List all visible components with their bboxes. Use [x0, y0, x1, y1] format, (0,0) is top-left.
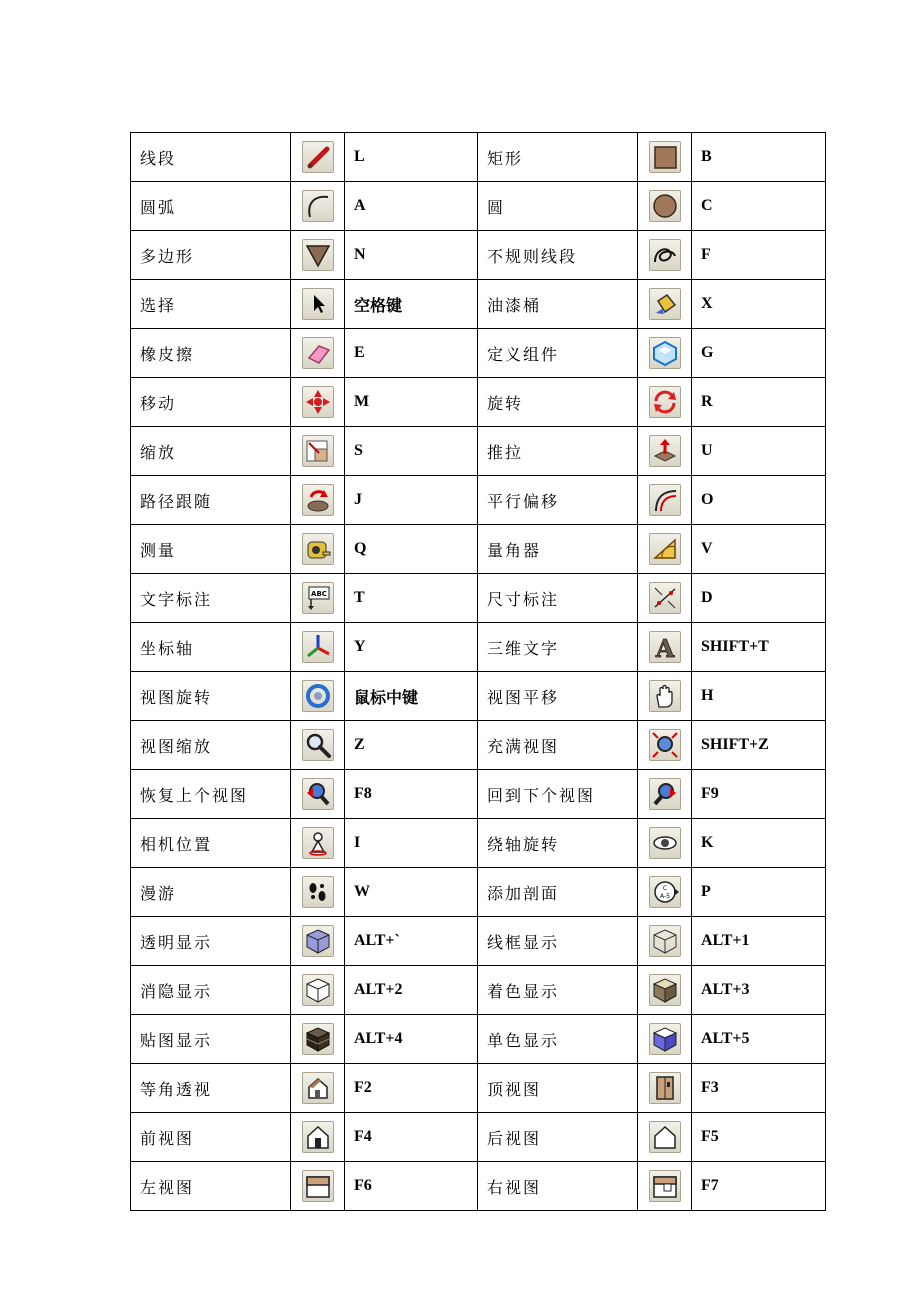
tool-name: 贴图显示 [131, 1015, 291, 1064]
shortcut-key: F3 [692, 1064, 826, 1113]
shortcut-key: F9 [692, 770, 826, 819]
shortcut-key: B [692, 133, 826, 182]
tool-icon-cell [638, 917, 692, 966]
table-row [131, 623, 826, 672]
tool-name: 线框显示 [478, 917, 638, 966]
tool-name: 等角透视 [131, 1064, 291, 1113]
tool-icon-cell [638, 280, 692, 329]
tool-icon-cell [638, 1162, 692, 1211]
tool-name: 圆 [478, 182, 638, 231]
tool-name: 油漆桶 [478, 280, 638, 329]
shortcut-key: ALT+2 [345, 966, 478, 1015]
tool-name: 恢复上个视图 [131, 770, 291, 819]
shortcut-key: A [345, 182, 478, 231]
tool-name: 视图旋转 [131, 672, 291, 721]
shortcut-key: SHIFT+Z [692, 721, 826, 770]
table-row [131, 819, 826, 868]
tool-name: 推拉 [478, 427, 638, 476]
tool-icon-cell [291, 770, 345, 819]
tool-name: 添加剖面 [478, 868, 638, 917]
table-row [131, 1113, 826, 1162]
shortcut-key: L [345, 133, 478, 182]
shortcut-key: F2 [345, 1064, 478, 1113]
tool-icon-cell [291, 1113, 345, 1162]
tool-icon-cell [291, 378, 345, 427]
tool-icon-cell [638, 427, 692, 476]
tool-icon-cell [638, 525, 692, 574]
iso-view-icon [302, 1072, 334, 1104]
orbit-icon [302, 680, 334, 712]
tool-name: 尺寸标注 [478, 574, 638, 623]
table-row [131, 770, 826, 819]
back-view-icon [649, 1121, 681, 1153]
shortcut-key: ALT+` [345, 917, 478, 966]
tape-measure-icon [302, 533, 334, 565]
table-row [131, 231, 826, 280]
front-view-icon [302, 1121, 334, 1153]
tool-icon-cell [291, 525, 345, 574]
table-row [131, 1162, 826, 1211]
shortcut-key: J [345, 476, 478, 525]
table-row [131, 1064, 826, 1113]
tool-name: 视图平移 [478, 672, 638, 721]
scale-icon [302, 435, 334, 467]
zoom-extents-icon [649, 729, 681, 761]
shortcut-key: E [345, 329, 478, 378]
tool-icon-cell [291, 819, 345, 868]
tool-icon-cell [638, 329, 692, 378]
table-row [131, 672, 826, 721]
tool-icon-cell [638, 476, 692, 525]
offset-icon [649, 484, 681, 516]
tool-icon-cell [291, 476, 345, 525]
tool-name: 测量 [131, 525, 291, 574]
shortcut-key: F6 [345, 1162, 478, 1211]
tool-name: 缩放 [131, 427, 291, 476]
shortcut-key: D [692, 574, 826, 623]
tool-icon-cell [638, 1113, 692, 1162]
shortcut-key: Q [345, 525, 478, 574]
shortcut-key: S [345, 427, 478, 476]
pencil-icon [302, 141, 334, 173]
shortcut-key: C [692, 182, 826, 231]
svg-text:ABC: ABC [310, 590, 327, 598]
tool-icon-cell [638, 721, 692, 770]
shortcut-key: 鼠标中键 [345, 672, 478, 721]
shortcut-key: SHIFT+T [692, 623, 826, 672]
shortcut-key: K [692, 819, 826, 868]
tool-icon-cell [291, 1064, 345, 1113]
tool-icon-cell [638, 770, 692, 819]
tool-name: 单色显示 [478, 1015, 638, 1064]
shortcut-key: ALT+5 [692, 1015, 826, 1064]
shortcut-key: T [345, 574, 478, 623]
tool-icon-cell [291, 231, 345, 280]
shortcut-key: F5 [692, 1113, 826, 1162]
dimension-icon [649, 582, 681, 614]
select-arrow-icon [302, 288, 334, 320]
tool-name: 量角器 [478, 525, 638, 574]
tool-name: 三维文字 [478, 623, 638, 672]
follow-me-icon [302, 484, 334, 516]
freehand-icon [649, 239, 681, 271]
tool-icon-cell [638, 378, 692, 427]
tool-icon-cell [291, 280, 345, 329]
tool-icon-cell [291, 133, 345, 182]
shortcut-key: U [692, 427, 826, 476]
position-camera-icon [302, 827, 334, 859]
tool-name: 路径跟随 [131, 476, 291, 525]
shortcut-key: 空格键 [345, 280, 478, 329]
monochrome-cube-icon [649, 1023, 681, 1055]
protractor-icon [649, 533, 681, 565]
shortcut-key: F4 [345, 1113, 478, 1162]
tool-name: 后视图 [478, 1113, 638, 1162]
shaded-cube-icon [649, 974, 681, 1006]
shortcut-key: V [692, 525, 826, 574]
hidden-line-cube-icon [302, 974, 334, 1006]
tool-name: 漫游 [131, 868, 291, 917]
svg-text:A: A [655, 634, 674, 662]
tool-icon-cell [638, 1015, 692, 1064]
tool-name: 顶视图 [478, 1064, 638, 1113]
rotate-icon [649, 386, 681, 418]
tool-name: 多边形 [131, 231, 291, 280]
move-icon [302, 386, 334, 418]
tool-name: 着色显示 [478, 966, 638, 1015]
circle-icon [649, 190, 681, 222]
tool-icon-cell [291, 721, 345, 770]
left-view-icon [302, 1170, 334, 1202]
shortcut-key: M [345, 378, 478, 427]
tool-icon-cell [638, 231, 692, 280]
component-icon [649, 337, 681, 369]
walk-footprints-icon [302, 876, 334, 908]
tool-icon-cell [291, 329, 345, 378]
svg-text:A-5: A-5 [659, 893, 670, 900]
shortcut-key: O [692, 476, 826, 525]
table-row [131, 427, 826, 476]
tool-icon-cell [638, 574, 692, 623]
tool-name: 选择 [131, 280, 291, 329]
table-row [131, 525, 826, 574]
table-row [131, 1015, 826, 1064]
tool-icon-cell [291, 427, 345, 476]
tool-icon-cell [638, 868, 692, 917]
tool-name: 矩形 [478, 133, 638, 182]
tool-name: 绕轴旋转 [478, 819, 638, 868]
wireframe-cube-icon [649, 925, 681, 957]
tool-icon-cell [291, 574, 345, 623]
top-view-icon [649, 1072, 681, 1104]
shortcut-key: F8 [345, 770, 478, 819]
look-around-icon [649, 827, 681, 859]
tool-name: 定义组件 [478, 329, 638, 378]
shortcut-key: ALT+4 [345, 1015, 478, 1064]
next-view-icon [649, 778, 681, 810]
shortcut-key: W [345, 868, 478, 917]
text-label-icon [302, 582, 334, 614]
tool-icon-cell [291, 1162, 345, 1211]
table-row [131, 721, 826, 770]
tool-icon-cell [638, 819, 692, 868]
table-row [131, 574, 826, 623]
tool-icon-cell [291, 917, 345, 966]
table-row [131, 280, 826, 329]
zoom-icon [302, 729, 334, 761]
tool-name: 移动 [131, 378, 291, 427]
table-row [131, 329, 826, 378]
tool-name: 坐标轴 [131, 623, 291, 672]
table-row [131, 917, 826, 966]
shortcut-key: I [345, 819, 478, 868]
shortcut-key: Z [345, 721, 478, 770]
tool-name: 左视图 [131, 1162, 291, 1211]
shortcut-key: R [692, 378, 826, 427]
tool-icon-cell [291, 868, 345, 917]
right-view-icon [649, 1170, 681, 1202]
tool-icon-cell [638, 182, 692, 231]
tool-icon-cell [638, 672, 692, 721]
shortcut-key: H [692, 672, 826, 721]
svg-text:C: C [662, 885, 667, 892]
tool-name: 不规则线段 [478, 231, 638, 280]
shortcut-key: G [692, 329, 826, 378]
tool-icon-cell [291, 182, 345, 231]
shortcut-key: Y [345, 623, 478, 672]
shortcut-key: ALT+1 [692, 917, 826, 966]
tool-name: 充满视图 [478, 721, 638, 770]
xray-cube-icon [302, 925, 334, 957]
tool-name: 圆弧 [131, 182, 291, 231]
arc-icon [302, 190, 334, 222]
shortcut-key: X [692, 280, 826, 329]
table-row [131, 182, 826, 231]
tool-icon-cell [638, 623, 692, 672]
eraser-icon [302, 337, 334, 369]
tool-icon-cell [291, 1015, 345, 1064]
tool-name: 回到下个视图 [478, 770, 638, 819]
push-pull-icon [649, 435, 681, 467]
textured-cube-icon [302, 1023, 334, 1055]
tool-icon-cell [291, 623, 345, 672]
tool-icon-cell [291, 966, 345, 1015]
shortcut-table-body [131, 133, 826, 1211]
tool-name: 平行偏移 [478, 476, 638, 525]
shortcut-key: F7 [692, 1162, 826, 1211]
shortcut-key: F [692, 231, 826, 280]
tool-name: 文字标注 [131, 574, 291, 623]
shortcut-key: ALT+3 [692, 966, 826, 1015]
table-row [131, 476, 826, 525]
tool-name: 前视图 [131, 1113, 291, 1162]
table-row [131, 868, 826, 917]
tool-name: 橡皮擦 [131, 329, 291, 378]
table-row [131, 133, 826, 182]
tool-name: 旋转 [478, 378, 638, 427]
pan-hand-icon [649, 680, 681, 712]
tool-icon-cell [638, 1064, 692, 1113]
shortcut-table [130, 132, 826, 1211]
tool-name: 消隐显示 [131, 966, 291, 1015]
tool-icon-cell [638, 966, 692, 1015]
tool-icon-cell [638, 133, 692, 182]
section-plane-icon [649, 876, 681, 908]
tool-name: 视图缩放 [131, 721, 291, 770]
polygon-icon [302, 239, 334, 271]
table-row [131, 378, 826, 427]
tool-name: 相机位置 [131, 819, 291, 868]
tool-icon-cell [291, 672, 345, 721]
tool-name: 右视图 [478, 1162, 638, 1211]
axes-icon [302, 631, 334, 663]
3d-text-icon [649, 631, 681, 663]
shortcut-key: P [692, 868, 826, 917]
table-row [131, 966, 826, 1015]
rectangle-icon [649, 141, 681, 173]
shortcut-key: N [345, 231, 478, 280]
previous-view-icon [302, 778, 334, 810]
tool-name: 透明显示 [131, 917, 291, 966]
paint-bucket-icon [649, 288, 681, 320]
tool-name: 线段 [131, 133, 291, 182]
